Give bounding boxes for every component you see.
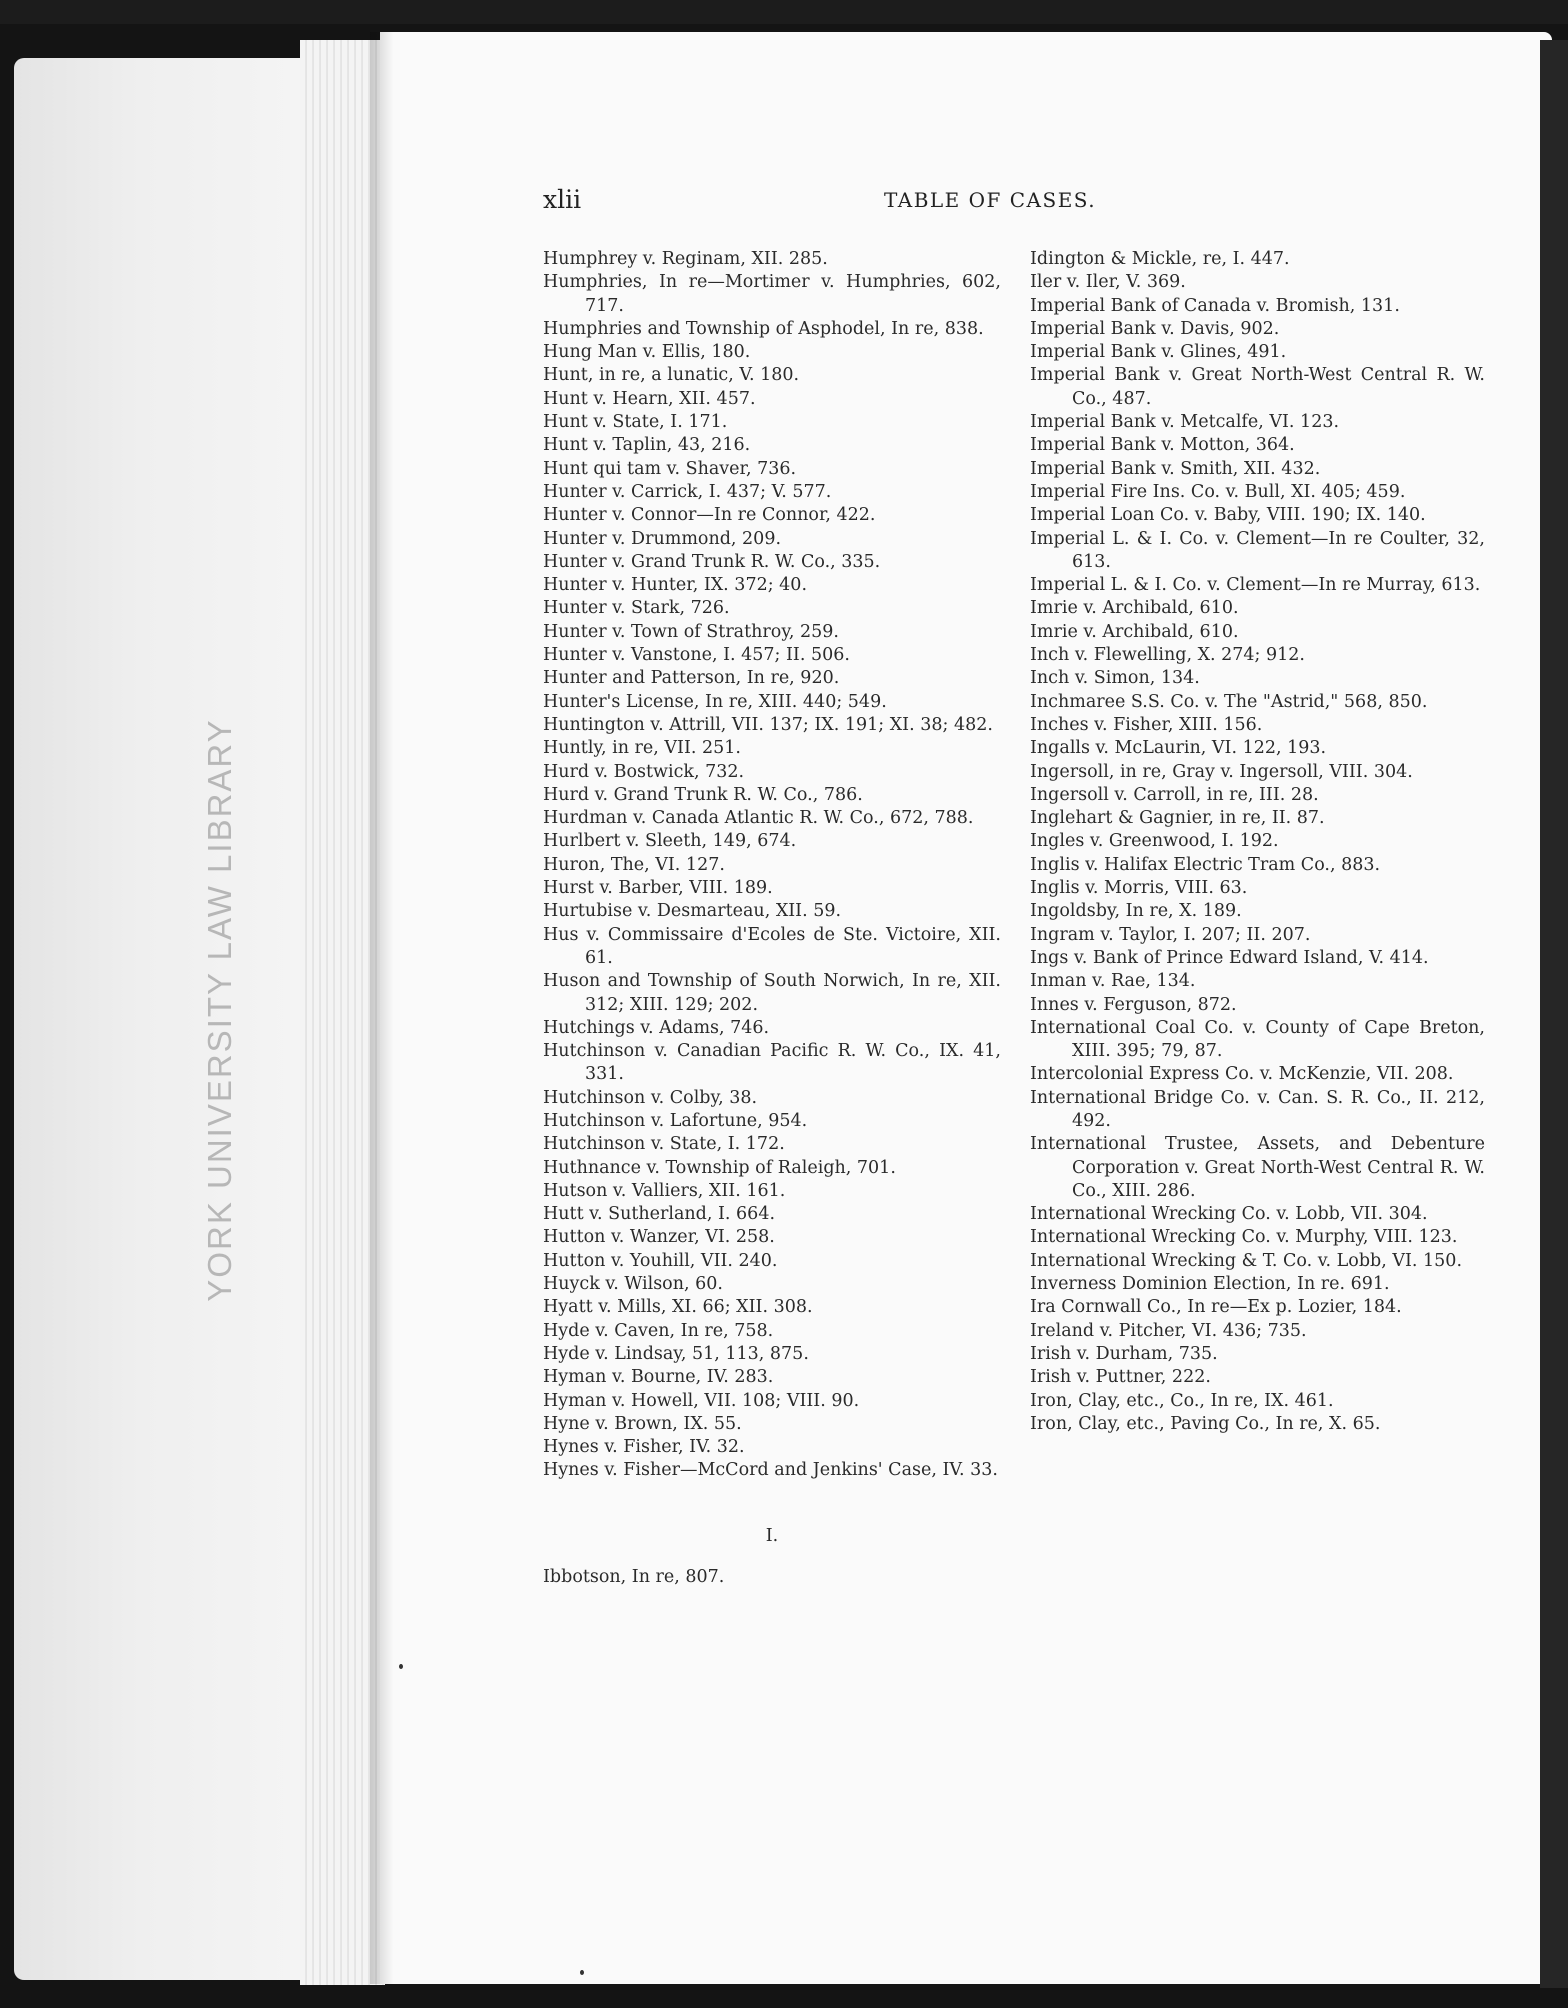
case-entry: Imrie v. Archibald, 610. — [1030, 598, 1239, 619]
case-entry: Hunter v. Connor—In re Connor, 422. — [543, 505, 876, 526]
case-entry: Humphries and Township of Asphodel, In re, 838. — [543, 318, 984, 339]
case-entry: Hunter v. Vanstone, I. 457; II. 506. — [543, 645, 850, 666]
scan-border-right — [1540, 40, 1568, 1988]
case-entry: Humphrey v. Reginam, XII. 285. — [543, 249, 828, 269]
gutter-shadow — [370, 32, 394, 1984]
case-entry: Hunt v. Taplin, 43, 216. — [543, 435, 751, 456]
case-entry: Imperial Bank v. Metcalfe, VI. 123. — [1030, 412, 1340, 433]
case-entry: Huntington v. Attrill, VII. 137; IX. 191; XI. 38; 482. — [543, 714, 993, 735]
case-entry: Ingalls v. McLaurin, VI. 122, 193. — [1030, 738, 1327, 759]
case-entry: Innes v. Ferguson, 872. — [1030, 994, 1237, 1015]
case-entry: Ireland v. Pitcher, VI. 436; 735. — [1030, 1320, 1307, 1341]
case-entry: Hurd v. Grand Trunk R. W. Co., 786. — [543, 784, 863, 805]
case-entry: Imperial L. & I. Co. v. Clement—In re Coulter, 32, 613. — [1030, 528, 1485, 572]
left-after-section-list — [543, 1566, 1001, 1589]
case-entry: Hyde v. Caven, In re, 758. — [543, 1320, 774, 1341]
case-entry: Hus v. Commissaire d'Ecoles de Ste. Victoire, XII. 61. — [543, 924, 1001, 968]
case-entry: Imperial Fire Ins. Co. v. Bull, XI. 405; 459. — [1030, 481, 1406, 502]
case-entry: Ingles v. Greenwood, I. 192. — [1030, 831, 1279, 852]
case-entry: Hurd v. Bostwick, 732. — [543, 761, 745, 782]
case-entry: Hutson v. Valliers, XII. 161. — [543, 1180, 786, 1201]
case-entry: Hunt qui tam v. Shaver, 736. — [543, 458, 797, 479]
case-entry: International Wrecking & T. Co. v. Lobb, VI. 150. — [1030, 1250, 1463, 1271]
case-entry: Inches v. Fisher, XIII. 156. — [1030, 714, 1263, 735]
case-entry: Hunt v. State, I. 171. — [543, 412, 728, 433]
case-entry: Huntly, in re, VII. 251. — [543, 738, 741, 759]
case-entry: Ibbotson, In re, 807. — [543, 1567, 725, 1588]
case-entry: Hunter's License, In re, XIII. 440; 549. — [543, 691, 887, 712]
case-entry: Imperial Bank v. Motton, 364. — [1030, 435, 1295, 456]
case-entry: Imperial Bank of Canada v. Bromish, 131. — [1030, 295, 1400, 316]
case-entry: Hyatt v. Mills, XI. 66; XII. 308. — [543, 1297, 813, 1318]
case-entry: Hunter and Patterson, In re, 920. — [543, 668, 840, 689]
case-entry: Ingersoll, in re, Gray v. Ingersoll, VIII. 304. — [1030, 761, 1413, 782]
case-entry: Iron, Clay, etc., Co., In re, IX. 461. — [1030, 1390, 1334, 1411]
case-entry: Hurdman v. Canada Atlantic R. W. Co., 672, 788. — [543, 808, 974, 829]
page-number: xlii — [543, 185, 582, 214]
case-entry: Hynes v. Fisher, IV. 32. — [543, 1437, 745, 1458]
case-entry: Hunter v. Stark, 726. — [543, 598, 730, 619]
case-entry: Imperial Bank v. Davis, 902. — [1030, 318, 1280, 339]
case-entry: Imperial Loan Co. v. Baby, VIII. 190; IX. 140. — [1030, 505, 1426, 526]
case-entry: Inglehart & Gagnier, in re, II. 87. — [1030, 808, 1325, 829]
left-column — [543, 248, 1001, 1589]
library-stamp-text: YORK UNIVERSITY LAW LIBRARY — [201, 718, 238, 1302]
scan-speck — [399, 1664, 403, 1669]
left-entry-list — [543, 248, 1001, 1483]
case-entry: Ira Cornwall Co., In re—Ex p. Lozier, 184. — [1030, 1297, 1402, 1318]
case-entry: Hunt, in re, a lunatic, V. 180. — [543, 365, 800, 386]
case-entry: International Bridge Co. v. Can. S. R. Co., II. 212, 492. — [1030, 1087, 1485, 1131]
case-entry: Imrie v. Archibald, 610. — [1030, 621, 1239, 642]
case-entry: Inman v. Rae, 134. — [1030, 971, 1196, 992]
case-entry: Idington & Mickle, re, I. 447. — [1030, 249, 1290, 269]
case-entry: Hyman v. Howell, VII. 108; VIII. 90. — [543, 1390, 860, 1411]
case-entry: Hutton v. Wanzer, VI. 258. — [543, 1227, 775, 1248]
case-entry: Hurst v. Barber, VIII. 189. — [543, 878, 773, 899]
case-entry: Hunter v. Carrick, I. 437; V. 577. — [543, 481, 832, 502]
case-entry: Ingersoll v. Carroll, in re, III. 28. — [1030, 784, 1319, 805]
case-entry: Ingram v. Taylor, I. 207; II. 207. — [1030, 924, 1311, 945]
right-column — [1030, 248, 1485, 1436]
case-entry: Inglis v. Halifax Electric Tram Co., 883. — [1030, 854, 1381, 875]
case-entry: Hunter v. Grand Trunk R. W. Co., 335. — [543, 551, 881, 572]
case-entry: Hutchings v. Adams, 746. — [543, 1017, 770, 1038]
case-entry: Imperial L. & I. Co. v. Clement—In re Murray, 613. — [1030, 575, 1481, 596]
case-entry: Huron, The, VI. 127. — [543, 854, 725, 875]
case-entry: Imperial Bank v. Smith, XII. 432. — [1030, 458, 1321, 479]
case-entry: Hung Man v. Ellis, 180. — [543, 342, 751, 363]
case-entry: Hutchinson v. Colby, 38. — [543, 1087, 758, 1108]
scan-border-top — [0, 0, 1568, 24]
case-entry: International Coal Co. v. County of Cape Breton, XIII. 395; 79, 87. — [1030, 1017, 1485, 1062]
case-entry: Inch v. Flewelling, X. 274; 912. — [1030, 645, 1305, 666]
case-entry: Hutchinson v. State, I. 172. — [543, 1134, 785, 1155]
case-entry: Inverness Dominion Election, In re. 691. — [1030, 1274, 1390, 1295]
case-entry: International Wrecking Co. v. Lobb, VII. 304. — [1030, 1204, 1428, 1225]
case-entry: International Wrecking Co. v. Murphy, VIII. 123. — [1030, 1227, 1458, 1248]
section-spacer — [543, 1483, 1001, 1525]
case-entry: Humphries, In re—Mortimer v. Humphries, 602, 717. — [543, 272, 1001, 316]
case-entry: Huthnance v. Township of Raleigh, 701. — [543, 1157, 896, 1178]
case-entry: Imperial Bank v. Great North-West Central R. W. Co., 487. — [1030, 365, 1485, 409]
case-entry: Hurtubise v. Desmarteau, XII. 59. — [543, 901, 842, 922]
case-entry: Irish v. Puttner, 222. — [1030, 1367, 1211, 1388]
case-entry: Huyck v. Wilson, 60. — [543, 1274, 723, 1295]
section-spacer — [543, 1548, 1001, 1566]
case-entry: Hyman v. Bourne, IV. 283. — [543, 1367, 774, 1388]
case-entry: Hurlbert v. Sleeth, 149, 674. — [543, 831, 797, 852]
case-entry: Hunter v. Hunter, IX. 372; 40. — [543, 575, 808, 596]
case-entry: Hunter v. Drummond, 209. — [543, 528, 782, 549]
case-entry: Hyde v. Lindsay, 51, 113, 875. — [543, 1343, 809, 1364]
right-entry-list — [1030, 248, 1485, 1436]
case-entry: Imperial Bank v. Glines, 491. — [1030, 342, 1287, 363]
case-entry: Intercolonial Express Co. v. McKenzie, VII. 208. — [1030, 1064, 1454, 1085]
case-entry: Hutchinson v. Lafortune, 954. — [543, 1110, 808, 1131]
case-entry: Iler v. Iler, V. 369. — [1030, 272, 1186, 293]
case-entry: International Trustee, Assets, and Debenture Corporation v. Great North-West Central R. W. Co., XIII. 286. — [1030, 1134, 1485, 1201]
case-entry: Inchmaree S.S. Co. v. The "Astrid," 568, 850. — [1030, 691, 1428, 712]
page-title: TABLE OF CASES. — [884, 188, 1097, 212]
case-entry: Hunt v. Hearn, XII. 457. — [543, 388, 756, 409]
case-entry: Inch v. Simon, 134. — [1030, 668, 1200, 689]
case-entry: Hutton v. Youhill, VII. 240. — [543, 1250, 778, 1271]
case-entry: Hutt v. Sutherland, I. 664. — [543, 1204, 776, 1225]
case-entry: Inglis v. Morris, VIII. 63. — [1030, 878, 1248, 899]
section-letter: I. — [765, 1525, 779, 1546]
case-entry: Iron, Clay, etc., Paving Co., In re, X. 65. — [1030, 1413, 1381, 1434]
case-entry: Hyne v. Brown, IX. 55. — [543, 1413, 742, 1434]
case-entry: Ingoldsby, In re, X. 189. — [1030, 901, 1242, 922]
case-entry: Hynes v. Fisher—McCord and Jenkins' Case, IV. 33. — [543, 1460, 998, 1481]
case-entry: Hunter v. Town of Strathroy, 259. — [543, 621, 839, 642]
case-entry: Irish v. Durham, 735. — [1030, 1343, 1218, 1364]
scan-speck — [580, 1970, 584, 1975]
case-entry: Huson and Township of South Norwich, In re, XII. 312; XIII. 129; 202. — [543, 971, 1001, 1015]
case-entry: Ings v. Bank of Prince Edward Island, V. 414. — [1030, 947, 1429, 968]
case-entry: Hutchinson v. Canadian Pacific R. W. Co., IX. 41, 331. — [543, 1041, 1001, 1085]
